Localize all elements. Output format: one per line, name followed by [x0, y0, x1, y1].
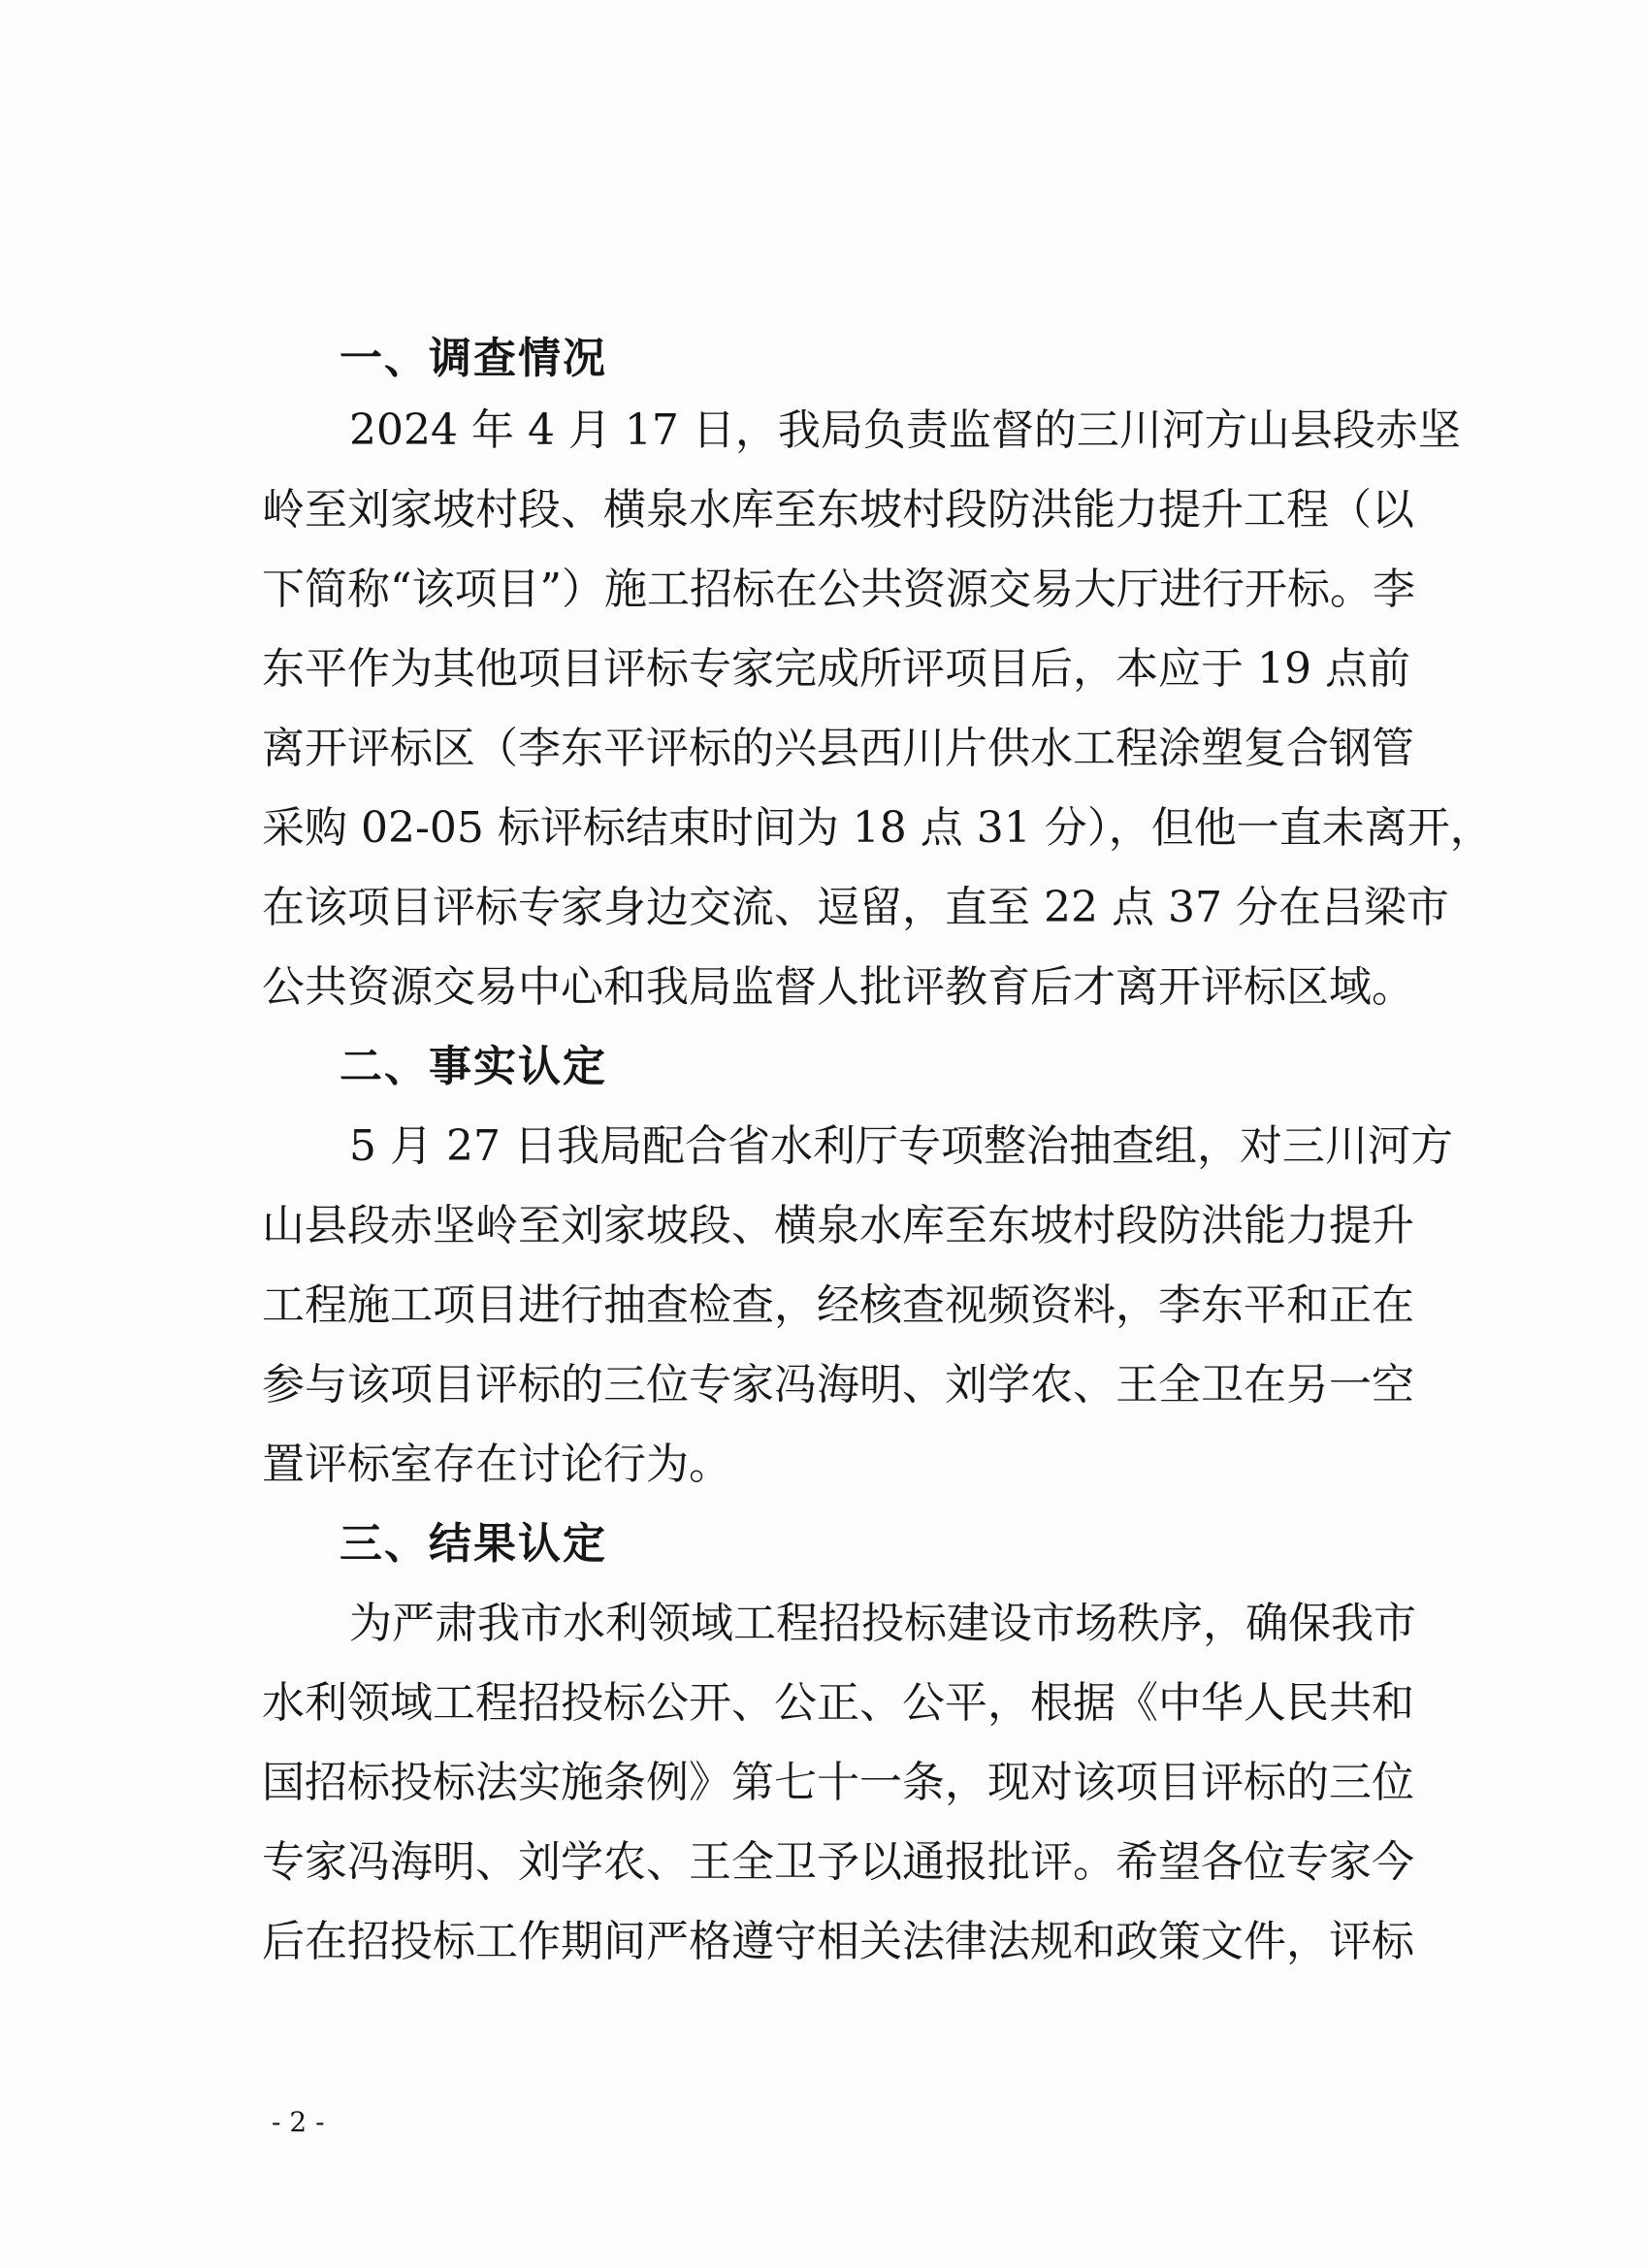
section-heading-facts: 二、事实认定 [340, 1042, 607, 1091]
paragraph-line: 国招标投标法实施条例》第七十一条，现对该项目评标的三位 [262, 1758, 1414, 1807]
paragraph-line: 在该项目评标专家身边交流、逗留，直至 22 点 37 分在吕梁市 [262, 883, 1449, 932]
paragraph-line: 专家冯海明、刘学农、王全卫予以通报批评。希望各位专家今 [262, 1837, 1414, 1887]
paragraph-line: 东平作为其他项目评标专家完成所评项目后，本应于 19 点前 [262, 644, 1410, 694]
paragraph-line: 下简称“该项目”）施工招标在公共资源交易大厅进行开标。李 [262, 565, 1415, 614]
paragraph-line: 为严肃我市水利领域工程招投标建设市场秩序，确保我市 [349, 1599, 1416, 1648]
paragraph-line: 置评标室存在讨论行为。 [262, 1440, 731, 1489]
paragraph-line: 工程施工项目进行抽查检查，经核查视频资料，李东平和正在 [262, 1280, 1414, 1330]
paragraph-line: 公共资源交易中心和我局监督人批评教育后才离开评标区域。 [262, 962, 1414, 1012]
paragraph-line: 后在招投标工作期间严格遵守相关法律法规和政策文件，评标 [262, 1917, 1414, 1966]
paragraph-line: 山县段赤坚岭至刘家坡段、横泉水库至东坡村段防洪能力提升 [262, 1201, 1414, 1250]
paragraph-line: 离开评标区（李东平评标的兴县西川片供水工程涂塑复合钢管 [262, 724, 1414, 773]
paragraph-line: 采购 02-05 标评标结束时间为 18 点 31 分），但他一直未离开， [262, 803, 1493, 853]
paragraph-line: 参与该项目评标的三位专家冯海明、刘学农、王全卫在另一空 [262, 1360, 1414, 1409]
section-heading-investigation: 一、调查情况 [340, 334, 607, 383]
paragraph-line: 水利领域工程招投标公开、公正、公平，根据《中华人民共和 [262, 1678, 1414, 1728]
page-number: - 2 - [272, 2106, 325, 2138]
paragraph-line: 岭至刘家坡村段、横泉水库至东坡村段防洪能力提升工程（以 [262, 485, 1414, 535]
section-heading-results: 三、结果认定 [340, 1519, 607, 1569]
paragraph-line: 2024 年 4 月 17 日，我局负责监督的三川河方山县段赤坚 [349, 405, 1461, 455]
paragraph-line: 5 月 27 日我局配合省水利厅专项整治抽查组，对三川河方 [349, 1121, 1453, 1171]
